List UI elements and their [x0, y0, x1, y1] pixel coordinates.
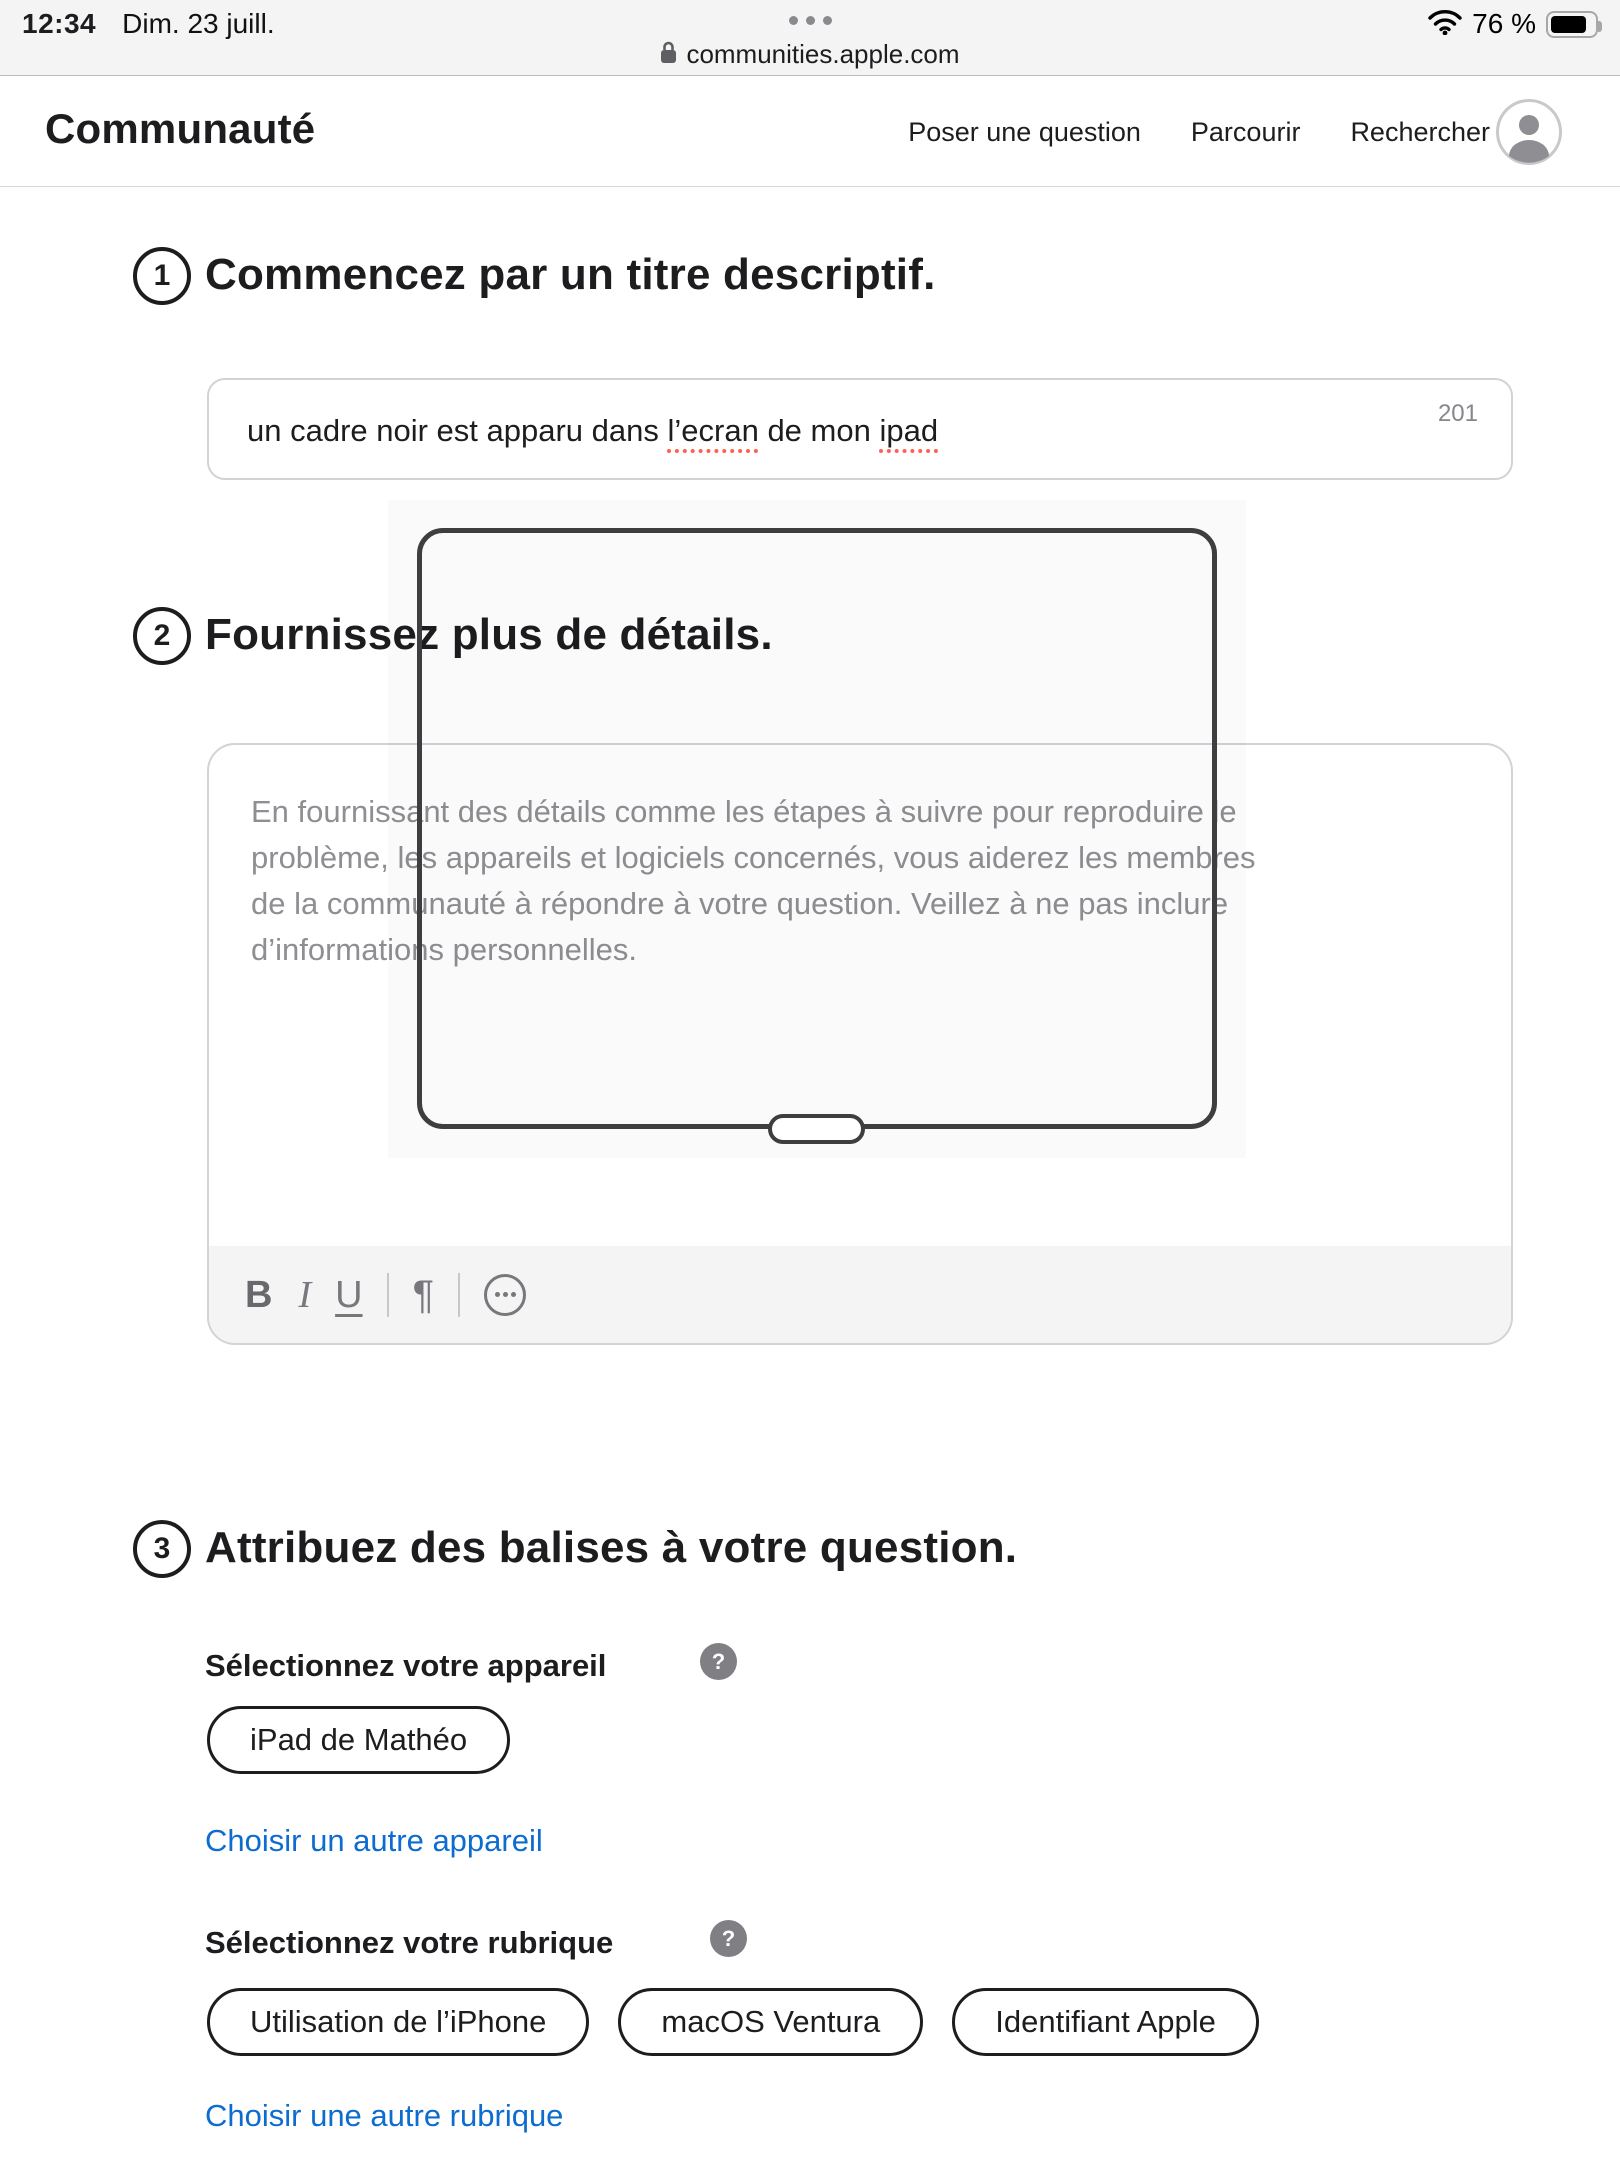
site-header — [0, 77, 1620, 187]
step-1-number: 1 — [133, 247, 191, 305]
choose-other-device-link[interactable]: Choisir un autre appareil — [205, 1823, 543, 1858]
formatting-toolbar — [209, 1246, 1511, 1343]
device-label: Sélectionnez votre appareil — [205, 1648, 607, 1683]
date: Dim. 23 juill. — [122, 8, 275, 39]
wifi-icon — [1428, 9, 1462, 40]
nav-poser-une-question[interactable]: Poser une question — [908, 116, 1141, 147]
step-3-heading: Attribuez des balises à votre question. — [205, 1523, 1018, 1572]
topic-label: Sélectionnez votre rubrique — [205, 1925, 614, 1960]
topic-pill-row — [207, 1988, 1259, 2056]
question-title-value: un cadre noir est apparu dans l’ecran de mon ipad — [247, 413, 939, 448]
underline-button[interactable]: U — [335, 1273, 363, 1316]
misspelled-word: ipad — [879, 413, 939, 448]
site-title: Communauté — [45, 105, 316, 152]
battery-icon — [1546, 11, 1598, 38]
address-bar[interactable] — [0, 36, 1620, 72]
topic-pill[interactable]: Identifiant Apple — [952, 1988, 1259, 2056]
toolbar-divider — [387, 1273, 389, 1317]
home-indicator-pill — [768, 1114, 865, 1144]
topic-help-icon[interactable]: ? — [710, 1920, 747, 1957]
black-frame-overlay — [417, 528, 1217, 1129]
step-2-heading: Fournissez plus de détails. — [205, 610, 773, 659]
battery-percent: 76 % — [1472, 8, 1536, 39]
details-placeholder: En fournissant des détails comme les étapes à suivre pour reproduire le problème, les appareils et logiciels concernés, vous aiderez les membres de la communauté à répondre à votre question. Veillez à ne pas inclure d’informations personnelles. — [251, 794, 1256, 967]
nav-rechercher[interactable]: Rechercher — [1350, 116, 1490, 147]
device-help-icon[interactable]: ? — [700, 1643, 737, 1680]
bold-button[interactable]: B — [245, 1273, 273, 1316]
topic-pill[interactable]: macOS Ventura — [618, 1988, 923, 2056]
multitasking-dots-icon[interactable] — [0, 16, 1620, 25]
url-text: communities.apple.com — [686, 38, 960, 69]
choose-other-topic-link[interactable]: Choisir une autre rubrique — [205, 2098, 564, 2133]
topic-pill[interactable]: Utilisation de l’iPhone — [207, 1988, 589, 2056]
misspelled-word: l’ecran — [667, 413, 759, 448]
toolbar-divider — [458, 1273, 460, 1317]
more-options-button[interactable] — [484, 1274, 526, 1316]
step-1-heading: Commencez par un titre descriptif. — [205, 250, 936, 299]
italic-button[interactable]: I — [298, 1273, 312, 1316]
step-2-number: 2 — [133, 607, 191, 665]
clock: 12:34 — [22, 8, 97, 39]
profile-avatar[interactable] — [1496, 99, 1562, 165]
char-count: 201 — [1437, 400, 1478, 427]
site-nav — [908, 77, 1490, 187]
paragraph-style-button[interactable]: ¶ — [412, 1272, 435, 1317]
lock-icon — [660, 40, 677, 69]
device-pill-selected[interactable]: iPad de Mathéo — [207, 1706, 510, 1774]
step-3-number: 3 — [133, 1520, 191, 1578]
status-and-url-bar — [0, 0, 1620, 76]
nav-parcourir[interactable]: Parcourir — [1190, 116, 1301, 147]
question-title-input[interactable] — [207, 378, 1513, 480]
